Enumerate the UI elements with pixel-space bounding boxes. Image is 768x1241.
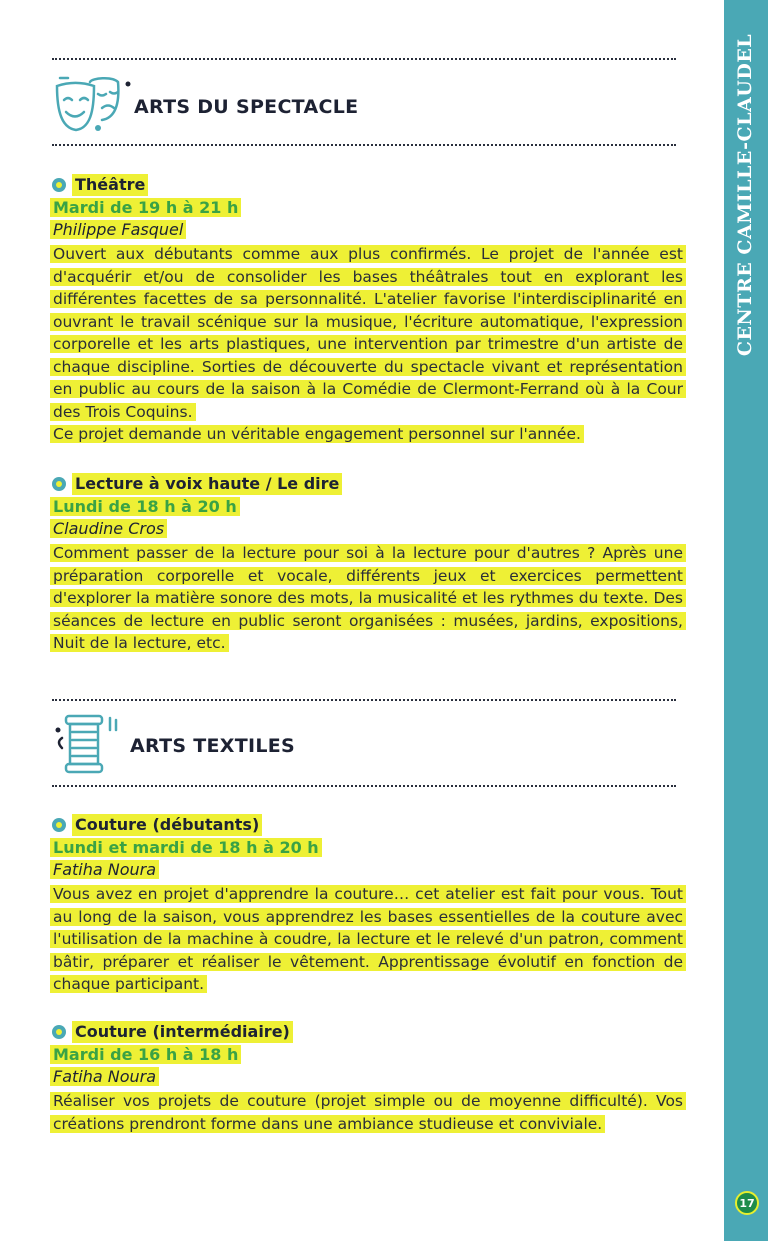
course-title: Couture (débutants) (72, 814, 262, 836)
bullet-icon (52, 1025, 66, 1039)
divider (52, 699, 676, 701)
bullet-icon (52, 477, 66, 491)
section-header (52, 72, 358, 134)
sidebar-title: CENTRE CAMILLE-CLAUDEL (734, 33, 756, 357)
divider (52, 785, 676, 787)
bullet-icon (52, 178, 66, 192)
thread-spool-icon (52, 712, 124, 774)
section-header (52, 712, 295, 774)
section-title: ARTS DU SPECTACLE (134, 96, 359, 118)
course-block (50, 174, 686, 446)
course-title-row (50, 473, 686, 495)
course-teacher: Claudine Cros (50, 518, 686, 540)
course-teacher: Fatiha Noura (50, 1066, 686, 1088)
course-teacher: Philippe Fasquel (50, 219, 686, 241)
course-title-row (50, 814, 686, 836)
divider (52, 58, 676, 60)
course-schedule: Lundi de 18 h à 20 h (50, 495, 686, 518)
bullet-icon (52, 818, 66, 832)
course-title-row (50, 174, 686, 196)
course-description: Réaliser vos projets de couture (projet simple ou de moyenne difficulté). Vos créations prendront forme dans une ambiance studieuse et conviviale. (50, 1090, 686, 1135)
course-description: Ouvert aux débutants comme aux plus confirmés. Le projet de l'année est d'acquérir et/ou de consolider les bases théâtrales tout en explorant les différentes facettes de sa personnalité. L'atelier favorise l'interdisciplinarité en ouvrant le travail scénique sur la musique, l'écriture automatique, l'expression corporelle et les arts plastiques, une intervention par trimestre d'un artiste de chaque discipline. Sorties de découverte du spectacle vivant et représentation en public au cours de la saison à la Comédie de Clermont-Ferrand où à la Cour des Trois Coquins. Ce projet demande un véritable engagement personnel sur l'année. (50, 243, 686, 446)
theater-masks-icon (52, 72, 134, 134)
page-number: 17 (735, 1191, 759, 1215)
course-title: Couture (intermédiaire) (72, 1021, 293, 1043)
course-schedule: Lundi et mardi de 18 h à 20 h (50, 836, 686, 859)
course-schedule: Mardi de 16 h à 18 h (50, 1043, 686, 1066)
course-schedule: Mardi de 19 h à 21 h (50, 196, 686, 219)
course-title: Théâtre (72, 174, 148, 196)
course-title: Lecture à voix haute / Le dire (72, 473, 342, 495)
course-title-row (50, 1021, 686, 1043)
course-block (50, 473, 686, 655)
section-title: ARTS TEXTILES (130, 735, 296, 757)
course-block (50, 814, 686, 996)
course-block (50, 1021, 686, 1135)
course-description: Vous avez en projet d'apprendre la couture… cet atelier est fait pour vous. Tout au long de la saison, vous apprendrez les bases essentielles de la couture avec l'utilisation de la machine à coudre, la lecture et le relevé d'un patron, comment bâtir, préparer et réaliser le vêtement. Apprentissage évolutif en fonction de chaque participant. (50, 883, 686, 996)
divider (52, 144, 676, 146)
course-teacher: Fatiha Noura (50, 859, 686, 881)
course-description: Comment passer de la lecture pour soi à la lecture pour d'autres ? Après une préparation corporelle et vocale, différents jeux et exercices permettent d'explorer la matière sonore des mots, la musicalité et les rythmes du texte. Des séances de lecture en public seront organisées : musées, jardins, expositions, Nuit de la lecture, etc. (50, 542, 686, 655)
